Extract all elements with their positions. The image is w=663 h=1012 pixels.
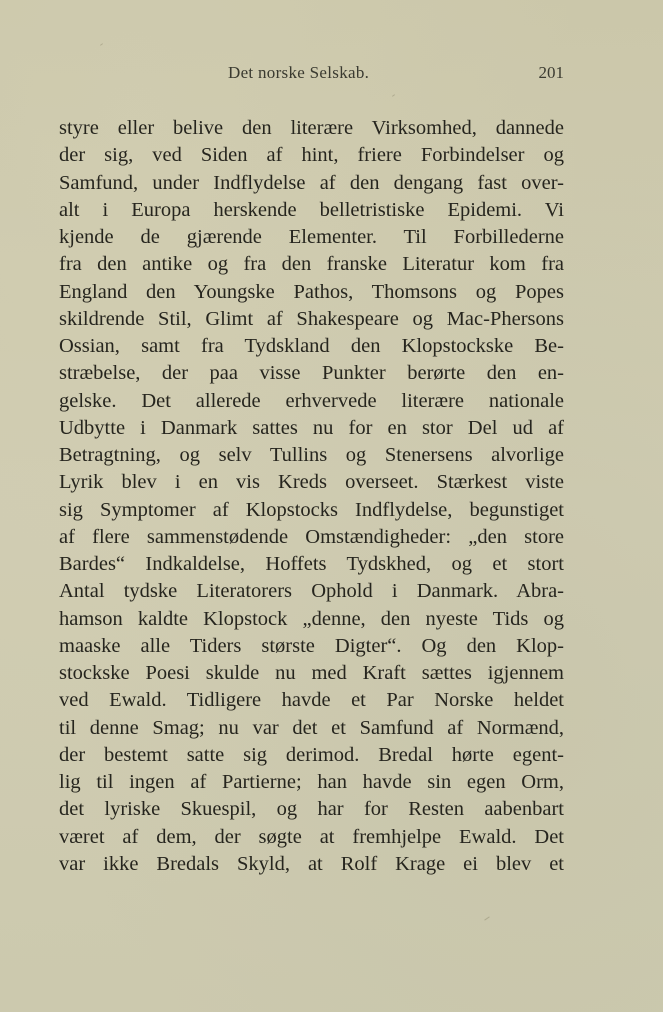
text-line: Samfund, under Indflydelse af den dengang fast over- (59, 171, 564, 194)
text-line: Udbytte i Danmark sattes nu for en stor Del ud af (59, 416, 564, 439)
paper-speck (100, 43, 103, 46)
text-line: gelske. Det allerede erhvervede literære nationale (59, 389, 564, 412)
text-line: der bestemt satte sig derimod. Bredal hørte egent- (59, 743, 564, 766)
text-line: maaske alle Tiders største Digter“. Og den Klop- (59, 634, 564, 657)
text-line: stræbelse, der paa visse Punkter berørte den en- (59, 362, 564, 385)
running-title: Det norske Selskab. (228, 63, 370, 82)
page-number: 201 (538, 63, 564, 82)
text-line: det lyriske Skuespil, og har for Resten aabenbart (59, 798, 564, 821)
text-line: fra den antike og fra den franske Literatur kom fra (59, 253, 564, 276)
text-line: af flere sammenstødende Omstændigheder: „den store (59, 525, 564, 548)
text-line: styre eller belive den literære Virksomhed, dannede (59, 117, 564, 139)
paper-speck (392, 94, 395, 97)
text-line: sig Symptomer af Klopstocks Indflydelse, begunstiget (59, 498, 564, 521)
text-line: Ossian, samt fra Tydskland den Klopstockske Be- (59, 335, 564, 357)
body-text (59, 115, 564, 878)
text-line: lig til ingen af Partierne; han havde sin egen Orm, (59, 771, 564, 793)
text-line: ved Ewald. Tidligere havde et Par Norske heldet (59, 689, 564, 712)
paper-speck (484, 916, 489, 920)
text-line: alt i Europa herskende belletristiske Epidemi. Vi (59, 198, 564, 221)
text-line: stockske Poesi skulde nu med Kraft sættes igjennem (59, 662, 564, 684)
text-line: Bardes“ Indkaldelse, Hoffets Tydskhed, og et stort (59, 553, 564, 575)
text-line: været af dem, der søgte at fremhjelpe Ewald. Det (59, 825, 564, 848)
running-head (228, 63, 564, 87)
text-line: skildrende Stil, Glimt af Shakespeare og Mac-Phersons (59, 307, 564, 330)
text-line: til denne Smag; nu var det et Samfund af Normænd, (59, 716, 564, 739)
text-line: der sig, ved Siden af hint, friere Forbindelser og (59, 144, 564, 167)
text-line: England den Youngske Pathos, Thomsons og Popes (59, 280, 564, 303)
text-line: Betragtning, og selv Tullins og Stenersens alvorlige (59, 444, 564, 466)
text-line: kjende de gjærende Elementer. Til Forbillederne (59, 226, 564, 248)
text-line: var ikke Bredals Skyld, at Rolf Krage ei blev et (59, 852, 564, 875)
text-line: Lyrik blev i en vis Kreds overseet. Stærkest viste (59, 471, 564, 494)
text-line: hamson kaldte Klopstock „denne, den nyeste Tids og (59, 607, 564, 630)
text-line: Antal tydske Literatorers Ophold i Danmark. Abra- (59, 580, 564, 603)
